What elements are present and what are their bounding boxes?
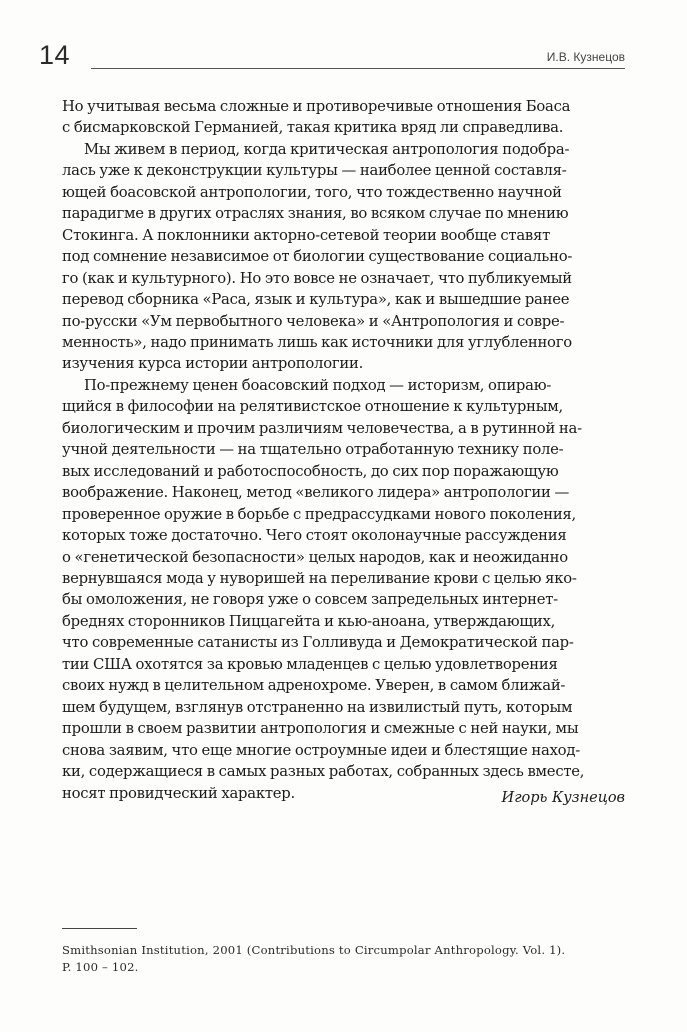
paragraph-2 <box>62 139 624 375</box>
text-line: снова заявим, что еще многие остроумные идеи и блестящие наход- <box>62 741 580 759</box>
text-line: перевод сборника «Раса, язык и культура», как и вышедшие ранее <box>62 291 570 309</box>
text-line: изучения курса истории антропологии. <box>62 355 364 373</box>
text-line: воображение. Наконец, метод «великого лидера» антропологии — <box>62 484 570 502</box>
text-line: своих нужд в целительном адренохроме. Уверен, в самом ближай- <box>62 677 566 695</box>
text-line: тии США охотятся за кровью младенцев с целью удовлетворения <box>62 655 558 673</box>
text-line: с бисмарковской Германией, такая критика вряд ли справедлива. <box>62 119 564 137</box>
footnote-rule <box>62 928 137 929</box>
text-line: прошли в своем развитии антропология и смежные с ней науки, мы <box>62 720 579 738</box>
text-line: щийся в философии на релятивистское отношение к культурным, <box>62 398 563 416</box>
text-line: го (как и культурного). Но это вовсе не означает, что публикуемый <box>62 269 572 287</box>
text-line: учной деятельности — на тщательно отработанную технику поле- <box>62 441 564 459</box>
text-line: Мы живем в период, когда критическая антропология подобра- <box>84 140 570 158</box>
text-line: лась уже к деконструкции культуры — наиболее ценной составля- <box>62 162 567 180</box>
text-line: Стокинга. А поклонники акторно-сетевой теории вообще ставят <box>62 226 551 244</box>
text-line: носят провидческий характер. <box>62 784 295 802</box>
text-line: Но учитывая весьма сложные и противоречивые отношения Боаса <box>62 98 571 115</box>
text-line: проверенное оружие в борьбе с предрассудками нового поколения, <box>62 505 576 523</box>
text-line: вернувшаяся мода у нуворишей на переливание крови с целью яко- <box>62 569 577 587</box>
page-number: 14 <box>39 40 71 70</box>
text-line: ющей боасовской антропологии, того, что тождественно научной <box>62 183 562 201</box>
text-line: бреднях сторонников Пиццагейта и кью-аноана, утверждающих, <box>62 612 556 630</box>
author-signature: Игорь Кузнецов <box>501 790 625 806</box>
header-rule <box>91 68 625 69</box>
paragraph-3 <box>62 375 624 804</box>
running-head: И.В. Кузнецов <box>546 50 625 64</box>
text-line: под сомнение независимое от биологии существование социально- <box>62 248 573 266</box>
footnote-line: P. 100 – 102. <box>62 960 139 974</box>
text-line: что современные сатанисты из Голливуда и Демократической пар- <box>62 634 574 652</box>
footnote <box>62 942 628 976</box>
text-line: По-прежнему ценен боасовский подход — историзм, опираю- <box>84 376 552 394</box>
text-line: вых исследований и работоспособность, до сих пор поражающую <box>62 462 559 480</box>
text-line: по-русски «Ум первобытного человека» и «Антропология и совре- <box>62 312 565 330</box>
footnote-line: Smithsonian Institution, 2001 (Contributions to Circumpolar Anthropology. Vol. 1). <box>62 943 566 957</box>
paragraph-1 <box>62 96 624 139</box>
text-line: бы омоложения, не говоря уже о совсем запредельных интернет- <box>62 591 558 609</box>
text-line: ки, содержащиеся в самых разных работах, собранных здесь вместе, <box>62 763 585 781</box>
body-text <box>62 96 624 804</box>
text-line: менность», надо принимать лишь как источники для углубленного <box>62 333 572 351</box>
text-line: шем будущем, взглянув отстраненно на извилистый путь, которым <box>62 698 573 716</box>
text-line: о «генетической безопасности» целых народов, как и неожиданно <box>62 548 568 566</box>
text-line: которых тоже достаточно. Чего стоят околонаучные рассуждения <box>62 527 567 545</box>
text-line: парадигме в других отраслях знания, во всяком случае по мнению <box>62 205 569 223</box>
text-line: биологическим и прочим различиям человечества, а в рутинной на- <box>62 419 582 437</box>
